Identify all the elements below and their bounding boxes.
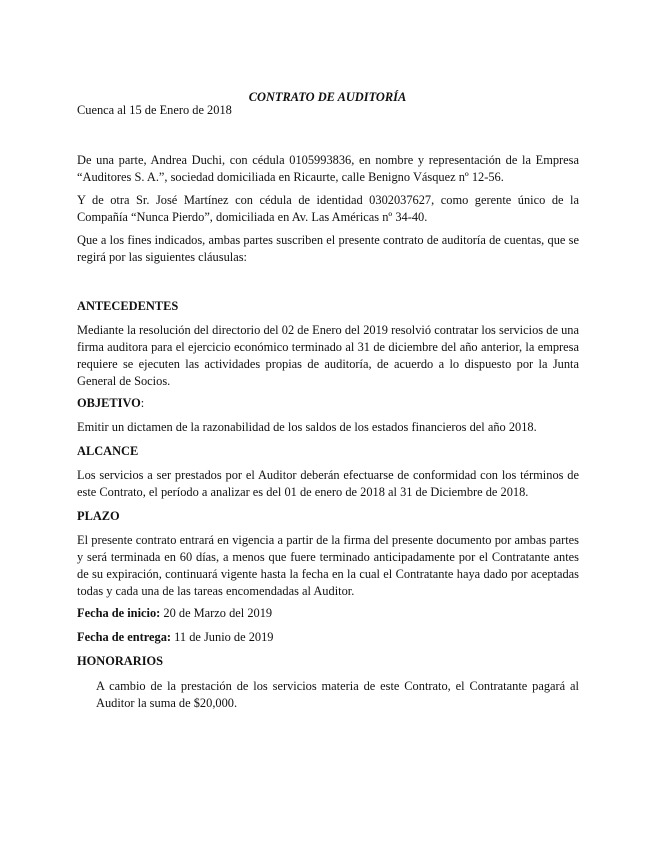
- delivery-date-value: 11 de Junio de 2019: [171, 630, 274, 644]
- alcance-paragraph: Los servicios a ser prestados por el Auditor deberán efectuarse de conformidad con los términos de este Contrato, el período a analizar es del 01 de enero de 2018 al 31 de Diciembre de 2018.: [77, 468, 579, 499]
- party-two-paragraph: Y de otra Sr. José Martínez con cédula de identidad 0302037627, como gerente único de la Compañía “Nunca Pierdo”, domiciliada en Av. Las Américas nº 34-40.: [77, 193, 579, 224]
- objetivo-heading-line: [77, 395, 579, 412]
- party-one-paragraph: De una parte, Andrea Duchi, con cédula 0105993836, en nombre y representación de la Empresa “Auditores S. A.”, sociedad domiciliada en Ricaurte, calle Benigno Vásquez nº 12-56.: [77, 153, 579, 184]
- start-date-value: 20 de Marzo del 2019: [160, 606, 273, 620]
- plazo-paragraph: El presente contrato entrará en vigencia a partir de la firma del presente documento por ambas partes y será terminada en 60 días, a menos que fuere terminado anticipadamente por el Contratante antes de su expiración, continuará vigente hasta la fecha en la cual el Contratante haya dado por aceptadas todas y cada una de las tareas encomendadas al Auditor.: [77, 533, 579, 598]
- delivery-date-line: [77, 629, 579, 646]
- intro-paragraph: Que a los fines indicados, ambas partes suscriben el presente contrato de auditoría de cuentas, que se regirá por las siguientes cláusulas:: [77, 233, 579, 264]
- antecedentes-heading: ANTECEDENTES: [77, 299, 179, 313]
- objetivo-heading: OBJETIVO: [77, 396, 141, 410]
- honorarios-paragraph: A cambio de la prestación de los servicios materia de este Contrato, el Contratante pagará al Auditor la suma de $20,000.: [96, 679, 579, 710]
- objetivo-paragraph: Emitir un dictamen de la razonabilidad de los saldos de los estados financieros del año 2018.: [77, 420, 537, 434]
- start-date-label: Fecha de inicio:: [77, 606, 161, 620]
- plazo-heading: PLAZO: [77, 509, 120, 523]
- alcance-heading: ALCANCE: [77, 444, 139, 458]
- objetivo-colon: :: [140, 396, 145, 410]
- antecedentes-paragraph: Mediante la resolución del directorio del 02 de Enero del 2019 resolvió contratar los servicios de una firma auditora para el ejercicio económico terminado al 31 de diciembre del año anterior, la empresa requiere se ejecuten las actividades propias de auditoría, de acuerdo a lo dispuesto por la Junta General de Socios.: [77, 323, 579, 388]
- contract-title: CONTRATO DE AUDITORÍA: [248, 90, 407, 105]
- start-date-line: [77, 605, 579, 622]
- honorarios-heading: HONORARIOS: [77, 654, 164, 668]
- delivery-date-label: Fecha de entrega:: [77, 630, 172, 644]
- place-date: Cuenca al 15 de Enero de 2018: [77, 103, 232, 117]
